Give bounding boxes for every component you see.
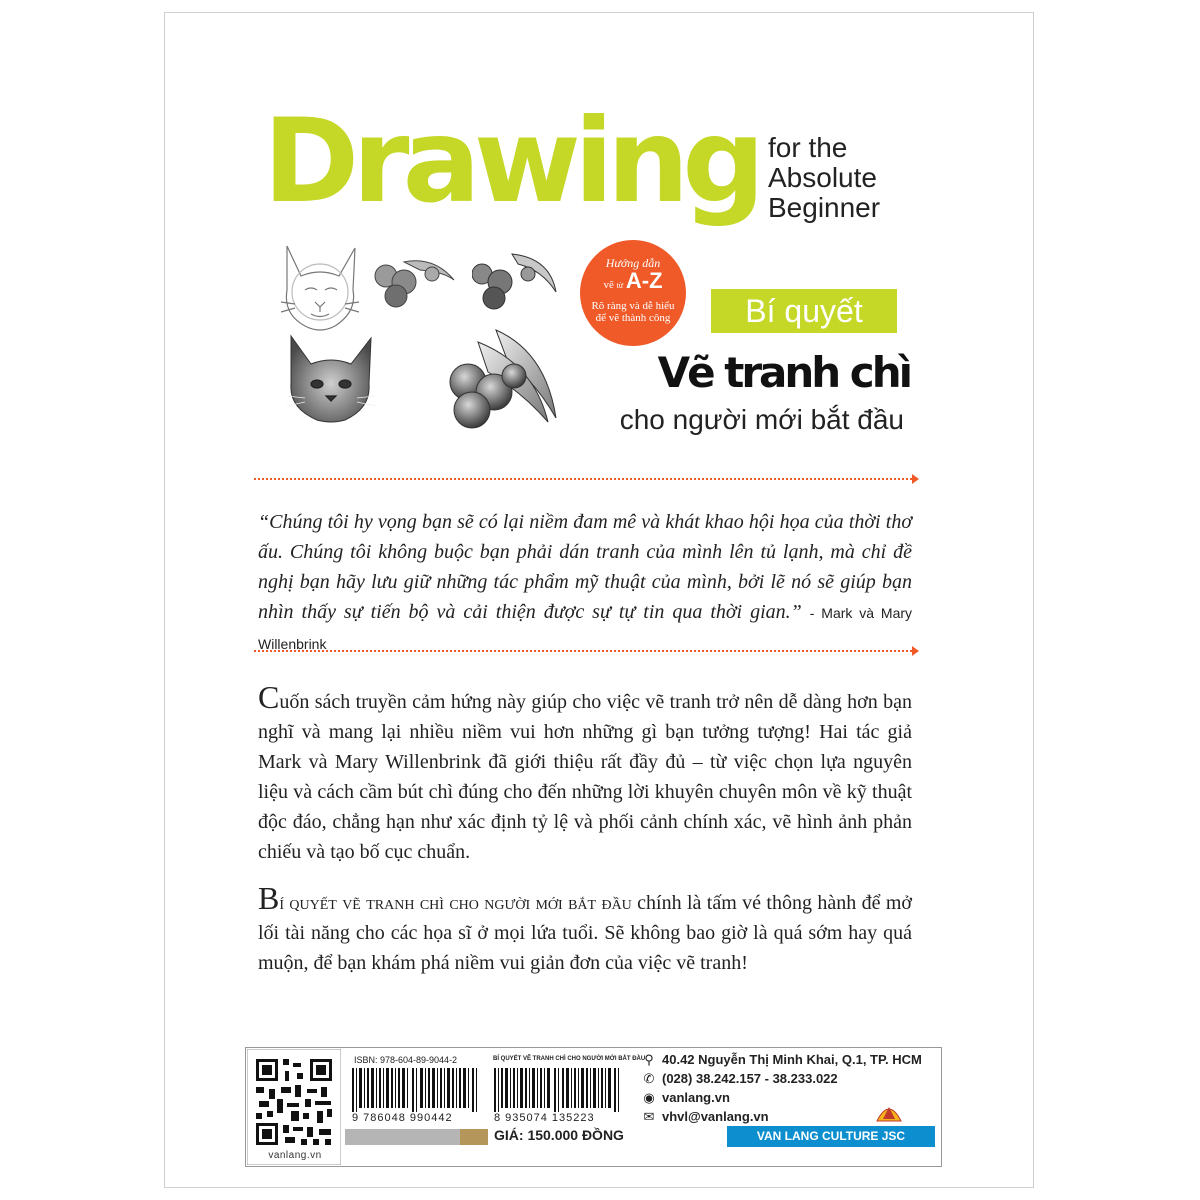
isbn-barcode	[350, 1068, 485, 1112]
quote-block	[258, 507, 912, 659]
website-row	[642, 1090, 730, 1106]
description-paragraph-1	[258, 679, 912, 867]
badge-line-1: Hướng dẫn	[605, 256, 661, 270]
title-side-line-2: Absolute	[768, 162, 877, 193]
footer-gray-bar	[345, 1129, 460, 1145]
ve-tranh-chi-title: Vẽ tranh chì	[657, 348, 910, 397]
fruit-sketch-2	[472, 252, 562, 310]
isbn-barcode-number: 9 786048 990442	[352, 1112, 453, 1124]
cho-nguoi-moi-bat-dau: cho người mới bắt đầu	[619, 404, 904, 435]
paragraph-2-caps: í quyết vẽ tranh chì cho người mới bắt đầu	[279, 892, 632, 914]
title-subtitle-english	[768, 133, 880, 223]
address-row	[642, 1052, 922, 1068]
email-text: vhvl@vanlang.vn	[662, 1109, 769, 1124]
divider-top	[254, 478, 912, 480]
badge-tu: từ	[616, 281, 624, 290]
badge-ve: vẽ	[603, 279, 614, 291]
quote-text: “Chúng tôi hy vọng bạn sẽ có lại niềm đam mê và khát khao hội họa của thời thơ ấu. Chúng tôi không buộc bạn phải dán tranh của mình lên tủ lạnh, mà chỉ đề nghị bạn hãy lưu giữ những tác phẩm mỹ thuật của mình, bởi lẽ nó sẽ giúp bạn nhìn thấy sự tiến bộ và cải thiện được sự tự tin qua thời gian.”	[258, 511, 912, 623]
title-drawing: Drawing	[263, 94, 759, 229]
fruit-sketch-1	[374, 256, 464, 308]
phone-icon: ✆	[643, 1071, 655, 1086]
bi-quyet-text: Bí quyết	[745, 293, 863, 329]
divider-top-arrow	[912, 474, 919, 484]
address-text: 40.42 Nguyễn Thị Minh Khai, Q.1, TP. HCM	[662, 1052, 922, 1067]
cat-shaded-sketch	[283, 334, 378, 424]
email-row	[642, 1109, 769, 1125]
phone-text: (028) 38.242.157 - 38.233.022	[662, 1071, 838, 1086]
paragraph-1-dropcap: C	[258, 679, 280, 715]
title-side-line-1: for the	[768, 132, 848, 163]
envelope-icon: ✉	[643, 1109, 655, 1124]
description-paragraph-2	[258, 880, 912, 978]
cat-outline-sketch	[275, 242, 365, 336]
ean-book-title-label: BÍ QUYẾT VẼ TRANH CHÌ CHO NGƯỜI MỚI BẮT ĐẦU	[493, 1056, 646, 1062]
price-label: GIÁ: 150.000 ĐỒNG	[488, 1126, 628, 1145]
qr-url: vanlang.vn	[268, 1150, 322, 1161]
badge-a-z: A-Z	[625, 268, 663, 293]
quote-author: - Mark và Mary Willenbrink	[258, 605, 913, 652]
paragraph-1-text: uốn sách truyền cảm hứng này giúp cho việc vẽ tranh trở nên dễ dàng hơn bạn nghĩ và mang lại nhiều niềm vui hơn những gì bạn tưởng tượng! Hai tác giả Mark và Mary Willenbrink đã giới thiệu rất đầy đủ – từ việc chọn lựa nguyên liệu và cách cầm bút chì đúng cho đến những lời khuyên chuyên môn về kỹ thuật độc đáo, chẳng hạn như xác định tỷ lệ và phối cảnh chính xác, vẽ hình ảnh phản chiếu và tạo bố cục chuẩn.	[258, 691, 912, 863]
publisher-logo-icon	[874, 1101, 904, 1123]
title-side-line-3: Beginner	[768, 192, 881, 223]
ean-barcode-number: 8 935074 135223	[494, 1112, 595, 1124]
globe-icon: ◉	[643, 1090, 655, 1105]
paragraph-2-dropcap: B	[258, 880, 280, 916]
qr-code	[247, 1049, 341, 1165]
badge-line-2	[580, 268, 686, 294]
website-text: vanlang.vn	[662, 1090, 730, 1105]
publisher-bar: VAN LANG CULTURE JSC	[727, 1126, 935, 1147]
ean-barcode	[492, 1068, 627, 1112]
isbn-label: ISBN: 978-604-89-9044-2	[354, 1055, 458, 1065]
paragraph-2-text: chính là tấm vé thông hành để mở lối tài năng cho các họa sĩ ở mọi lứa tuổi. Sẽ không bao giờ là quá sớm hay quá muộn, để bạn khám phá niềm vui giản đơn của việc vẽ tranh!	[258, 892, 912, 974]
divider-bottom-arrow	[912, 646, 919, 656]
phone-row	[642, 1071, 838, 1087]
badge-line-3: Rõ ràng và dễ hiểu để vẽ thành công	[591, 300, 675, 324]
a-z-badge	[580, 240, 686, 346]
location-pin-icon: ⚲	[644, 1052, 654, 1067]
footer-gold-bar	[460, 1129, 488, 1145]
